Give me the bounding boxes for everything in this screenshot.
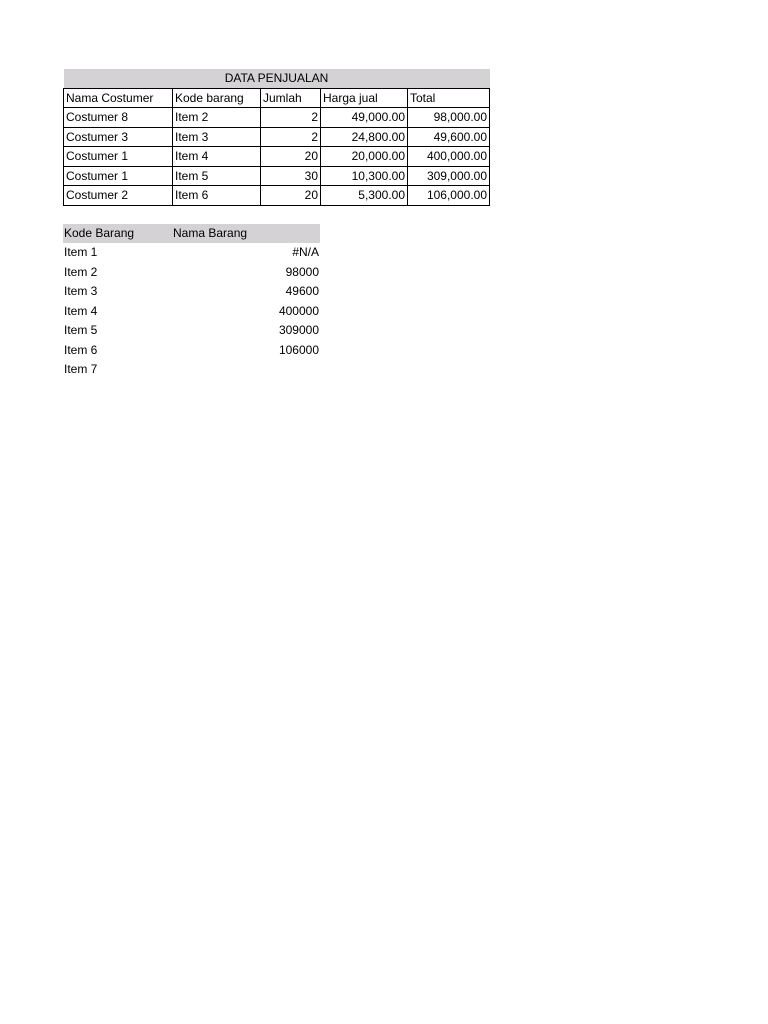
price-cell[interactable]: 20,000.00 <box>321 147 408 167</box>
item-code-cell[interactable]: Item 2 <box>64 264 98 279</box>
table-row <box>63 263 320 283</box>
price-cell[interactable]: 10,300.00 <box>321 166 408 186</box>
item-code-cell[interactable]: Item 4 <box>173 147 261 167</box>
customer-cell[interactable]: Costumer 1 <box>64 147 173 167</box>
lookup-value-cell[interactable]: 400000 <box>278 303 319 318</box>
total-cell[interactable]: 309,000.00 <box>408 166 490 186</box>
sales-table-header-row <box>64 88 490 108</box>
quantity-cell[interactable]: 20 <box>261 147 321 167</box>
header-cell[interactable]: Nama Costumer <box>64 88 173 108</box>
lookup-value-cell[interactable]: 106000 <box>278 342 319 357</box>
item-code-cell[interactable]: Item 3 <box>64 284 98 299</box>
table-row <box>63 282 320 302</box>
table-row <box>64 127 490 147</box>
sales-table-title[interactable]: DATA PENJUALAN <box>64 69 490 88</box>
item-code-cell[interactable]: Item 4 <box>64 303 98 318</box>
price-cell[interactable]: 24,800.00 <box>321 127 408 147</box>
customer-cell[interactable]: Costumer 8 <box>64 108 173 128</box>
item-code-cell[interactable]: Item 5 <box>173 166 261 186</box>
item-code-cell[interactable]: Item 3 <box>173 127 261 147</box>
lookup-value-cell[interactable]: #N/A <box>292 245 319 260</box>
customer-cell[interactable]: Costumer 1 <box>64 166 173 186</box>
header-cell[interactable]: Kode barang <box>173 88 261 108</box>
table-row <box>63 360 320 380</box>
price-cell[interactable]: 49,000.00 <box>321 108 408 128</box>
item-code-cell[interactable]: Item 7 <box>64 362 98 377</box>
table-row <box>63 341 320 361</box>
quantity-cell[interactable]: 20 <box>261 186 321 206</box>
lookup-value-cell[interactable]: 98000 <box>285 264 319 279</box>
table-row <box>64 166 490 186</box>
table-row <box>63 302 320 322</box>
item-code-cell[interactable]: Item 6 <box>64 342 98 357</box>
header-cell[interactable] <box>260 224 320 244</box>
table-row <box>63 321 320 341</box>
sales-table-title-row <box>64 69 490 88</box>
customer-cell[interactable]: Costumer 3 <box>64 127 173 147</box>
header-cell[interactable]: Total <box>408 88 490 108</box>
lookup-value-cell[interactable]: 49600 <box>285 284 319 299</box>
sales-table <box>63 69 490 206</box>
table-row <box>64 186 490 206</box>
total-cell[interactable]: 106,000.00 <box>408 186 490 206</box>
item-code-cell[interactable]: Item 1 <box>64 245 98 260</box>
quantity-cell[interactable]: 2 <box>261 108 321 128</box>
total-cell[interactable]: 98,000.00 <box>408 108 490 128</box>
item-code-cell[interactable]: Item 6 <box>173 186 261 206</box>
lookup-table <box>63 224 320 380</box>
header-cell[interactable]: Nama Barang <box>172 224 260 244</box>
quantity-cell[interactable]: 2 <box>261 127 321 147</box>
total-cell[interactable]: 49,600.00 <box>408 127 490 147</box>
lookup-header-row <box>63 224 320 244</box>
header-cell[interactable]: Harga jual <box>321 88 408 108</box>
total-cell[interactable]: 400,000.00 <box>408 147 490 167</box>
table-row <box>63 243 320 263</box>
customer-cell[interactable]: Costumer 2 <box>64 186 173 206</box>
lookup-value-cell[interactable]: 309000 <box>278 323 319 338</box>
item-code-cell[interactable]: Item 5 <box>64 323 98 338</box>
table-row <box>64 147 490 167</box>
lookup-value-cell[interactable] <box>172 360 320 380</box>
header-cell[interactable]: Jumlah <box>261 88 321 108</box>
price-cell[interactable]: 5,300.00 <box>321 186 408 206</box>
header-cell[interactable]: Kode Barang <box>63 224 172 244</box>
item-code-cell[interactable]: Item 2 <box>173 108 261 128</box>
table-row <box>64 108 490 128</box>
spreadsheet-sheet <box>63 69 490 380</box>
quantity-cell[interactable]: 30 <box>261 166 321 186</box>
